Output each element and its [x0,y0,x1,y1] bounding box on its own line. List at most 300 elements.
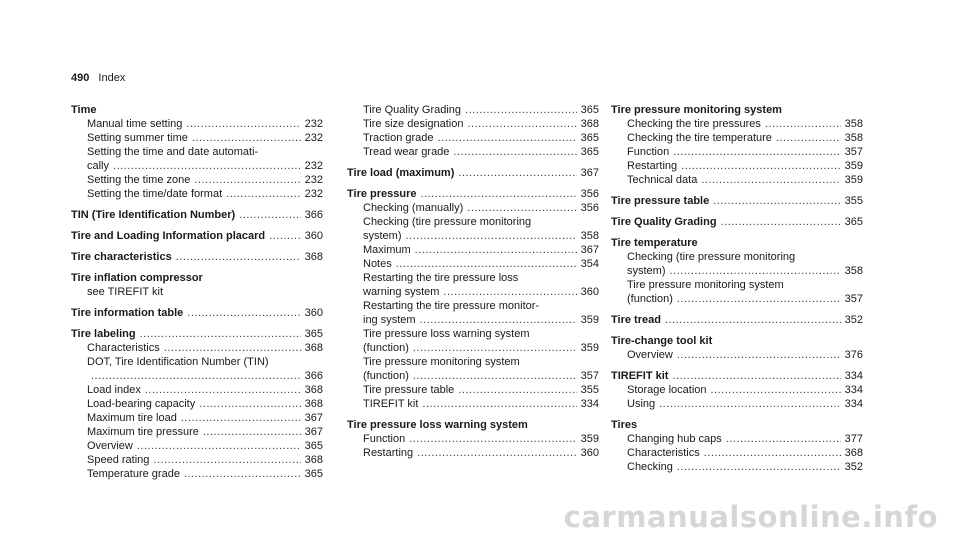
index-subentry [611,348,863,362]
index-line [611,313,863,327]
entry-text: Restarting the tire pressure loss [363,272,519,284]
index-line [87,467,323,481]
index-entry [611,103,863,187]
entry-text: TIREFIT kit [363,398,419,410]
entry-heading: Tire Quality Grading [611,216,717,228]
page-reference[interactable]: 352 [844,461,863,473]
entry-heading: Tire labeling [71,328,136,340]
entry-text: Maximum [363,244,411,256]
page-reference[interactable]: 360 [304,307,323,319]
dot-leader [164,341,301,355]
page-reference[interactable]: 366 [304,370,323,382]
index-column-2 [347,103,599,460]
entry-text: Tire size designation [363,118,464,130]
page-reference[interactable]: 365 [304,468,323,480]
dot-leader [140,327,301,341]
page-reference[interactable]: 334 [844,370,863,382]
page-reference[interactable]: 360 [304,230,323,242]
index-subentry [71,439,323,453]
dot-leader [659,397,841,411]
page-reference[interactable]: 356 [580,202,599,214]
entry-text: Tire Quality Grading [363,104,462,116]
page-reference[interactable]: 377 [844,433,863,445]
dot-leader [672,369,840,383]
dot-leader [458,383,576,397]
index-subentry [611,250,863,278]
index-column-1 [71,103,323,481]
index-subentry [347,145,599,159]
index-entry [71,103,323,201]
dot-leader [396,257,577,271]
page-reference[interactable]: 365 [580,132,599,144]
index-line [627,264,863,278]
dot-leader [711,383,841,397]
index-line [627,397,863,411]
index-subentry [611,432,863,446]
dot-leader [422,397,576,411]
index-line [87,187,323,201]
entry-text: Restarting [363,447,414,459]
dot-leader [701,173,840,187]
dot-leader [713,194,840,208]
index-entry [611,334,863,362]
index-subentry [347,271,599,299]
entry-text: Checking [627,461,673,473]
dot-leader [677,292,841,306]
entry-heading: Tire characteristics [71,251,172,263]
index-entry [611,418,863,474]
index-line [627,292,863,306]
dot-leader [677,348,841,362]
index-subentry [71,285,323,299]
index-entry [347,187,599,411]
index-subentry [611,383,863,397]
index-line [87,173,323,187]
page-reference[interactable]: 358 [844,132,863,144]
entry-heading: Tire temperature [611,237,698,249]
dot-leader [665,313,841,327]
dot-leader [199,397,300,411]
index-line [627,446,863,460]
dot-leader [406,229,577,243]
index-line [87,453,323,467]
dot-leader [137,439,301,453]
index-subentry [347,257,599,271]
dot-leader [269,229,300,243]
index-entry [71,208,323,222]
index-subentry [347,117,599,131]
dot-leader [721,215,841,229]
dot-leader [91,369,301,383]
index-line [347,187,599,201]
entry-heading: Tire information table [71,307,184,319]
entry-text: Maximum tire load [87,412,177,424]
index-subentry [347,131,599,145]
dot-leader [438,131,577,145]
entry-text: Tire pressure monitoring system [627,279,784,291]
index-line [347,166,599,180]
index-entry [347,418,599,460]
index-entry [611,215,863,229]
index-line [363,201,599,215]
index-entry [347,103,599,159]
index-line [611,369,863,383]
entry-text: Tire pressure loss warning system [363,328,530,340]
dot-leader [153,453,300,467]
index-subentry [347,355,599,383]
index-subentry [71,355,323,383]
index-subentry [347,201,599,215]
entry-text: Tread wear grade [363,146,450,158]
entry-heading: Tire load (maximum) [347,167,455,179]
page-reference[interactable]: 358 [844,265,863,277]
entry-text: Manual time setting [87,118,183,130]
page-reference[interactable]: 367 [304,412,323,424]
entry-text: Changing hub caps [627,433,722,445]
index-subentry [611,397,863,411]
index-subentry [347,383,599,397]
entry-text: Traction grade [363,132,434,144]
page-reference[interactable]: 355 [844,195,863,207]
page-reference[interactable]: 359 [580,342,599,354]
index-line [363,103,599,117]
watermark: carmanualsonline.info [563,500,938,534]
index-line [627,159,863,173]
index-line [363,131,599,145]
index-subentry [71,467,323,481]
page-reference[interactable]: 368 [304,251,323,263]
dot-leader [187,306,300,320]
index-subentry [611,278,863,306]
entry-text: Temperature grade [87,468,180,480]
page-reference[interactable]: 354 [580,258,599,270]
index-entry [611,313,863,327]
page-reference[interactable]: 367 [580,167,599,179]
index-subentry [71,117,323,131]
entry-text: (function) [627,293,673,305]
index-line [71,327,323,341]
entry-text: (function) [363,370,409,382]
index-subentry [611,446,863,460]
dot-leader [145,383,301,397]
dot-leader [184,467,301,481]
entry-text: system) [363,230,402,242]
index-line [71,250,323,264]
dot-leader [421,187,577,201]
index-line [363,117,599,131]
index-entry [347,166,599,180]
dot-leader [203,425,301,439]
entry-text: Checking the tire pressures [627,118,761,130]
entry-text: Function [627,146,670,158]
page-reference[interactable]: 368 [580,118,599,130]
page-reference[interactable]: 358 [580,230,599,242]
index-line [87,439,323,453]
page-reference[interactable]: 368 [844,447,863,459]
dot-leader [670,264,841,278]
index-subentry [347,432,599,446]
index-subentry [611,117,863,131]
page-reference[interactable]: 232 [304,174,323,186]
entry-heading: Tire pressure monitoring system [611,104,782,116]
index-line [87,411,323,425]
page-reference[interactable]: 368 [304,398,323,410]
entry-text: DOT, Tire Identification Number (TIN) [87,356,269,368]
entry-heading: Time [71,104,97,116]
index-line [363,432,599,446]
page-reference[interactable]: 357 [844,146,863,158]
dot-leader [192,131,301,145]
entry-heading: Tire tread [611,314,661,326]
entry-text: Setting summer time [87,132,188,144]
entry-text: Function [363,433,406,445]
index-line [363,383,599,397]
entry-text: Checking the tire temperature [627,132,772,144]
page-reference[interactable]: 367 [304,426,323,438]
page-reference[interactable]: 357 [580,370,599,382]
page-reference[interactable]: 232 [304,118,323,130]
index-line [611,194,863,208]
page-reference[interactable]: 365 [580,146,599,158]
page-reference[interactable]: 366 [304,209,323,221]
index-line [71,208,323,222]
dot-leader [765,117,841,131]
index-line [627,348,863,362]
dot-leader [181,411,301,425]
index-line [363,285,599,299]
index-line [87,117,323,131]
entry-heading: Tire pressure loss warning system [347,419,528,431]
dot-leader [453,145,576,159]
entry-text: Overview [627,349,673,361]
page-reference[interactable]: 352 [844,314,863,326]
dot-leader [704,446,841,460]
dot-leader [681,159,841,173]
dot-leader [417,446,577,460]
dot-leader [186,117,300,131]
entry-heading: Tire inflation compressor [71,272,203,284]
index-line [87,341,323,355]
entry-text: Checking (tire pressure monitoring [363,216,532,228]
entry-text: (function) [363,342,409,354]
dot-leader [194,173,300,187]
index-subentry [347,103,599,117]
dot-leader [409,432,576,446]
index-entry [71,229,323,243]
page-reference[interactable]: 334 [580,398,599,410]
dot-leader [677,460,841,474]
entry-text: Checking (manually) [363,202,464,214]
index-line [71,229,323,243]
page-reference[interactable]: 359 [844,160,863,172]
index-line [87,369,323,383]
index-line [627,383,863,397]
page-reference[interactable]: 360 [580,286,599,298]
dot-leader [113,159,301,173]
index-subentry [71,145,323,173]
page-reference[interactable]: 368 [304,342,323,354]
entry-text: Load index [87,384,141,396]
index-line [87,397,323,411]
index-subentry [71,341,323,355]
index-line [627,432,863,446]
index-subentry [347,397,599,411]
index-line [363,313,599,327]
index-subentry [611,131,863,145]
dot-leader [415,243,577,257]
index-line [627,131,863,145]
entry-text: Setting the time zone [87,174,191,186]
entry-text: Using [627,398,656,410]
dot-leader [467,201,576,215]
entry-text: Technical data [627,174,698,186]
entry-heading: TIREFIT kit [611,370,669,382]
index-subentry [71,173,323,187]
page-reference[interactable]: 367 [580,244,599,256]
entry-text: warning system [363,286,440,298]
dot-leader [413,341,577,355]
index-line [87,425,323,439]
page-reference[interactable]: 368 [304,454,323,466]
entry-text: ing system [363,314,416,326]
index-line [87,383,323,397]
index-line [363,243,599,257]
page-reference[interactable]: 356 [580,188,599,200]
page-reference[interactable]: 359 [844,174,863,186]
dot-leader [226,187,301,201]
page-reference[interactable]: 376 [844,349,863,361]
entry-text: Setting the time and date automati- [87,146,259,158]
index-line [363,257,599,271]
index-entry [71,250,323,264]
entry-text: Tire pressure table [363,384,455,396]
entry-text: Characteristics [87,342,160,354]
index-subentry [611,460,863,474]
entry-text: see TIREFIT kit [87,286,164,298]
index-subentry [347,243,599,257]
page-reference[interactable]: 334 [844,398,863,410]
index-line [71,306,323,320]
page-reference[interactable]: 365 [580,104,599,116]
index-line [363,145,599,159]
dot-leader [176,250,301,264]
dot-leader [458,166,576,180]
page-reference[interactable]: 365 [304,328,323,340]
index-subentry [71,187,323,201]
dot-leader [673,145,840,159]
entry-text: Speed rating [87,454,150,466]
index-entry [71,306,323,320]
entry-text: Setting the time/date format [87,188,223,200]
index-subentry [347,215,599,243]
dot-leader [726,432,841,446]
entry-heading: Tire and Loading Information placard [71,230,266,242]
page-reference[interactable]: 359 [580,433,599,445]
page-reference[interactable]: 360 [580,447,599,459]
entry-heading: Tire-change tool kit [611,335,713,347]
index-subentry [71,383,323,397]
entry-text: Characteristics [627,447,700,459]
index-entry [611,369,863,411]
dot-leader [465,103,577,117]
index-subentry [611,145,863,159]
entry-heading: Tires [611,419,638,431]
index-subentry [71,131,323,145]
entry-text: Maximum tire pressure [87,426,199,438]
index-subentry [71,397,323,411]
index-column-3 [611,103,863,474]
entry-text: Load-bearing capacity [87,398,196,410]
index-line [627,117,863,131]
index-line [627,173,863,187]
index-subentry [71,453,323,467]
entry-heading: Tire pressure table [611,195,710,207]
entry-text: Checking (tire pressure monitoring [627,251,796,263]
page-reference[interactable]: 359 [580,314,599,326]
index-line [87,131,323,145]
index-line [363,369,599,383]
index-subentry [347,299,599,327]
entry-text: Storage location [627,384,707,396]
entry-text: Tire pressure monitoring system [363,356,520,368]
dot-leader [413,369,577,383]
dot-leader [239,208,300,222]
entry-heading: Tire pressure [347,188,417,200]
page-reference[interactable]: 368 [304,384,323,396]
index-subentry [611,159,863,173]
dot-leader [420,313,577,327]
dot-leader [443,285,576,299]
page-reference[interactable]: 358 [844,118,863,130]
entry-text: Restarting the tire pressure monitor- [363,300,540,312]
entry-text: Restarting [627,160,678,172]
index-line [627,460,863,474]
entry-text: Notes [363,258,392,270]
index-line [611,215,863,229]
page-reference[interactable]: 232 [304,188,323,200]
index-line [87,159,323,173]
entry-text: Overview [87,440,133,452]
page-reference[interactable]: 365 [844,216,863,228]
page-reference[interactable]: 334 [844,384,863,396]
page-number: 490 [71,72,90,84]
index-line [363,446,599,460]
page-reference[interactable]: 232 [304,132,323,144]
entry-heading: TIN (Tire Identification Number) [71,209,236,221]
index-line [363,341,599,355]
page-reference[interactable]: 365 [304,440,323,452]
index-subentry [611,173,863,187]
index-entry [71,327,323,481]
dot-leader [776,131,841,145]
page-reference[interactable]: 357 [844,293,863,305]
section-title: Index [98,72,126,84]
page-header [71,71,125,85]
index-subentry [71,425,323,439]
index-entry [71,271,323,299]
index-line [363,397,599,411]
entry-text: system) [627,265,666,277]
index-entry [611,236,863,306]
page-reference[interactable]: 232 [304,160,323,172]
index-line [363,229,599,243]
entry-text: cally [87,160,110,172]
index-subentry [71,411,323,425]
page-reference[interactable]: 355 [580,384,599,396]
index-entry [611,194,863,208]
dot-leader [467,117,576,131]
index-subentry [347,446,599,460]
